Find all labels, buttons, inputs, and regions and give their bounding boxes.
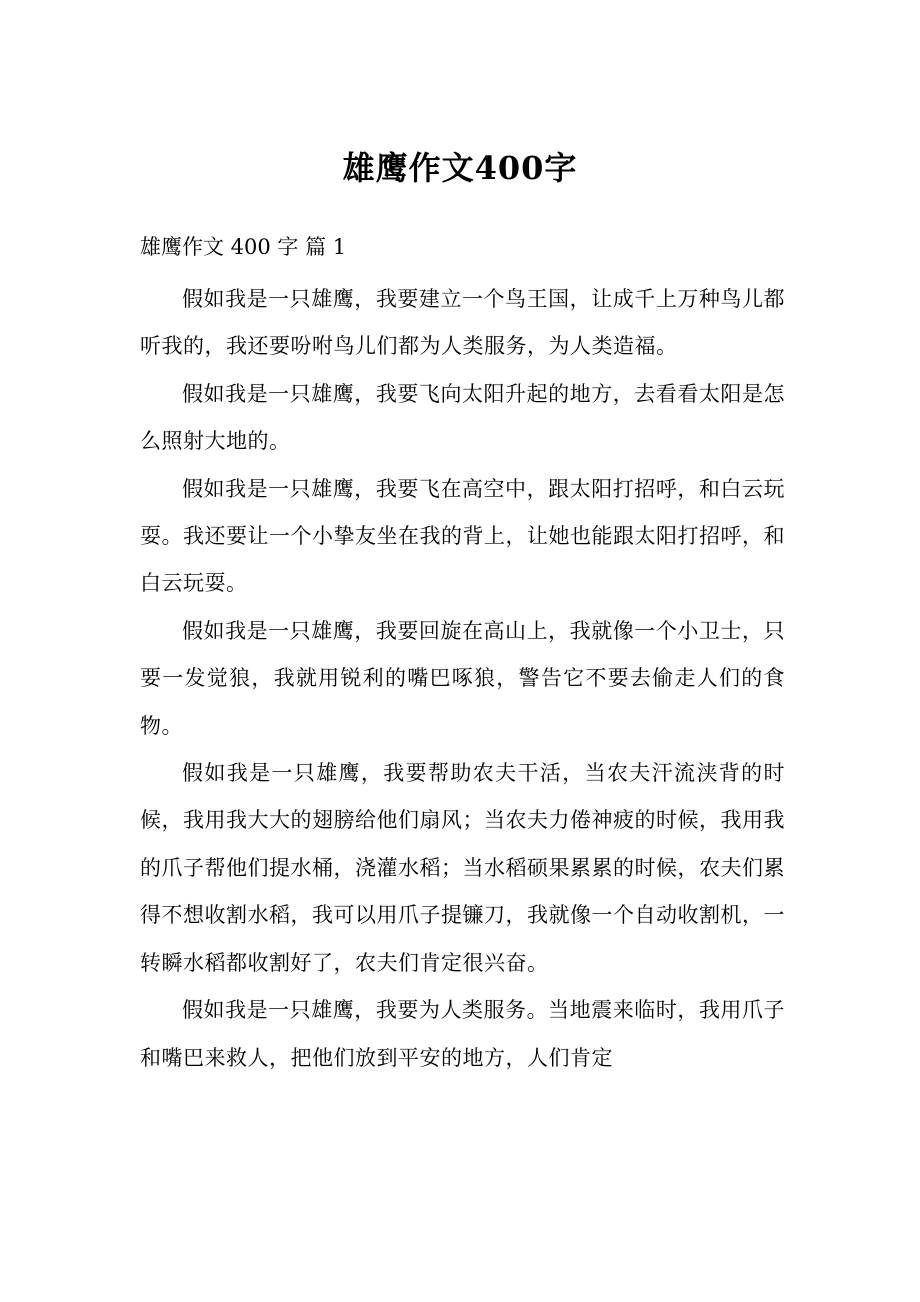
paragraph: 假如我是一只雄鹰，我要飞在高空中，跟太阳打招呼，和白云玩耍。我还要让一个小挚友坐在我的背上，让她也能跟太阳打招呼，和白云玩耍。 [140, 476, 785, 596]
essay-body [140, 276, 785, 1082]
paragraph: 假如我是一只雄鹰，我要帮助农夫干活，当农夫汗流浃背的时候，我用我大大的翅膀给他们扇风；当农夫力倦神疲的时候，我用我的爪子帮他们提水桶，浇灌水稻；当水稻硕果累累的时候，农夫们累得不想收割水稻，我可以用爪子提镰刀，我就像一个自动收割机，一转瞬水稻都收割好了，农夫们肯定很兴奋。 [140, 761, 785, 975]
section-label: 雄鹰作文 400 字 篇 1 [140, 235, 347, 259]
paragraph: 假如我是一只雄鹰，我要为人类服务。当地震来临时，我用爪子和嘴巴来救人，把他们放到平安的地方，人们肯定 [140, 998, 785, 1070]
paragraph: 假如我是一只雄鹰，我要飞向太阳升起的地方，去看看太阳是怎么照射大地的。 [140, 381, 785, 454]
paragraph: 假如我是一只雄鹰，我要回旋在高山上，我就像一个小卫士，只要一发觉狼，我就用锐利的嘴巴啄狼，警告它不要去偷走人们的食物。 [140, 618, 785, 738]
paragraph: 假如我是一只雄鹰，我要建立一个鸟王国，让成千上万种鸟儿都听我的，我还要吩咐鸟儿们都为人类服务，为人类造福。 [140, 287, 785, 359]
document-title: 雄鹰作文400字 [342, 149, 578, 187]
